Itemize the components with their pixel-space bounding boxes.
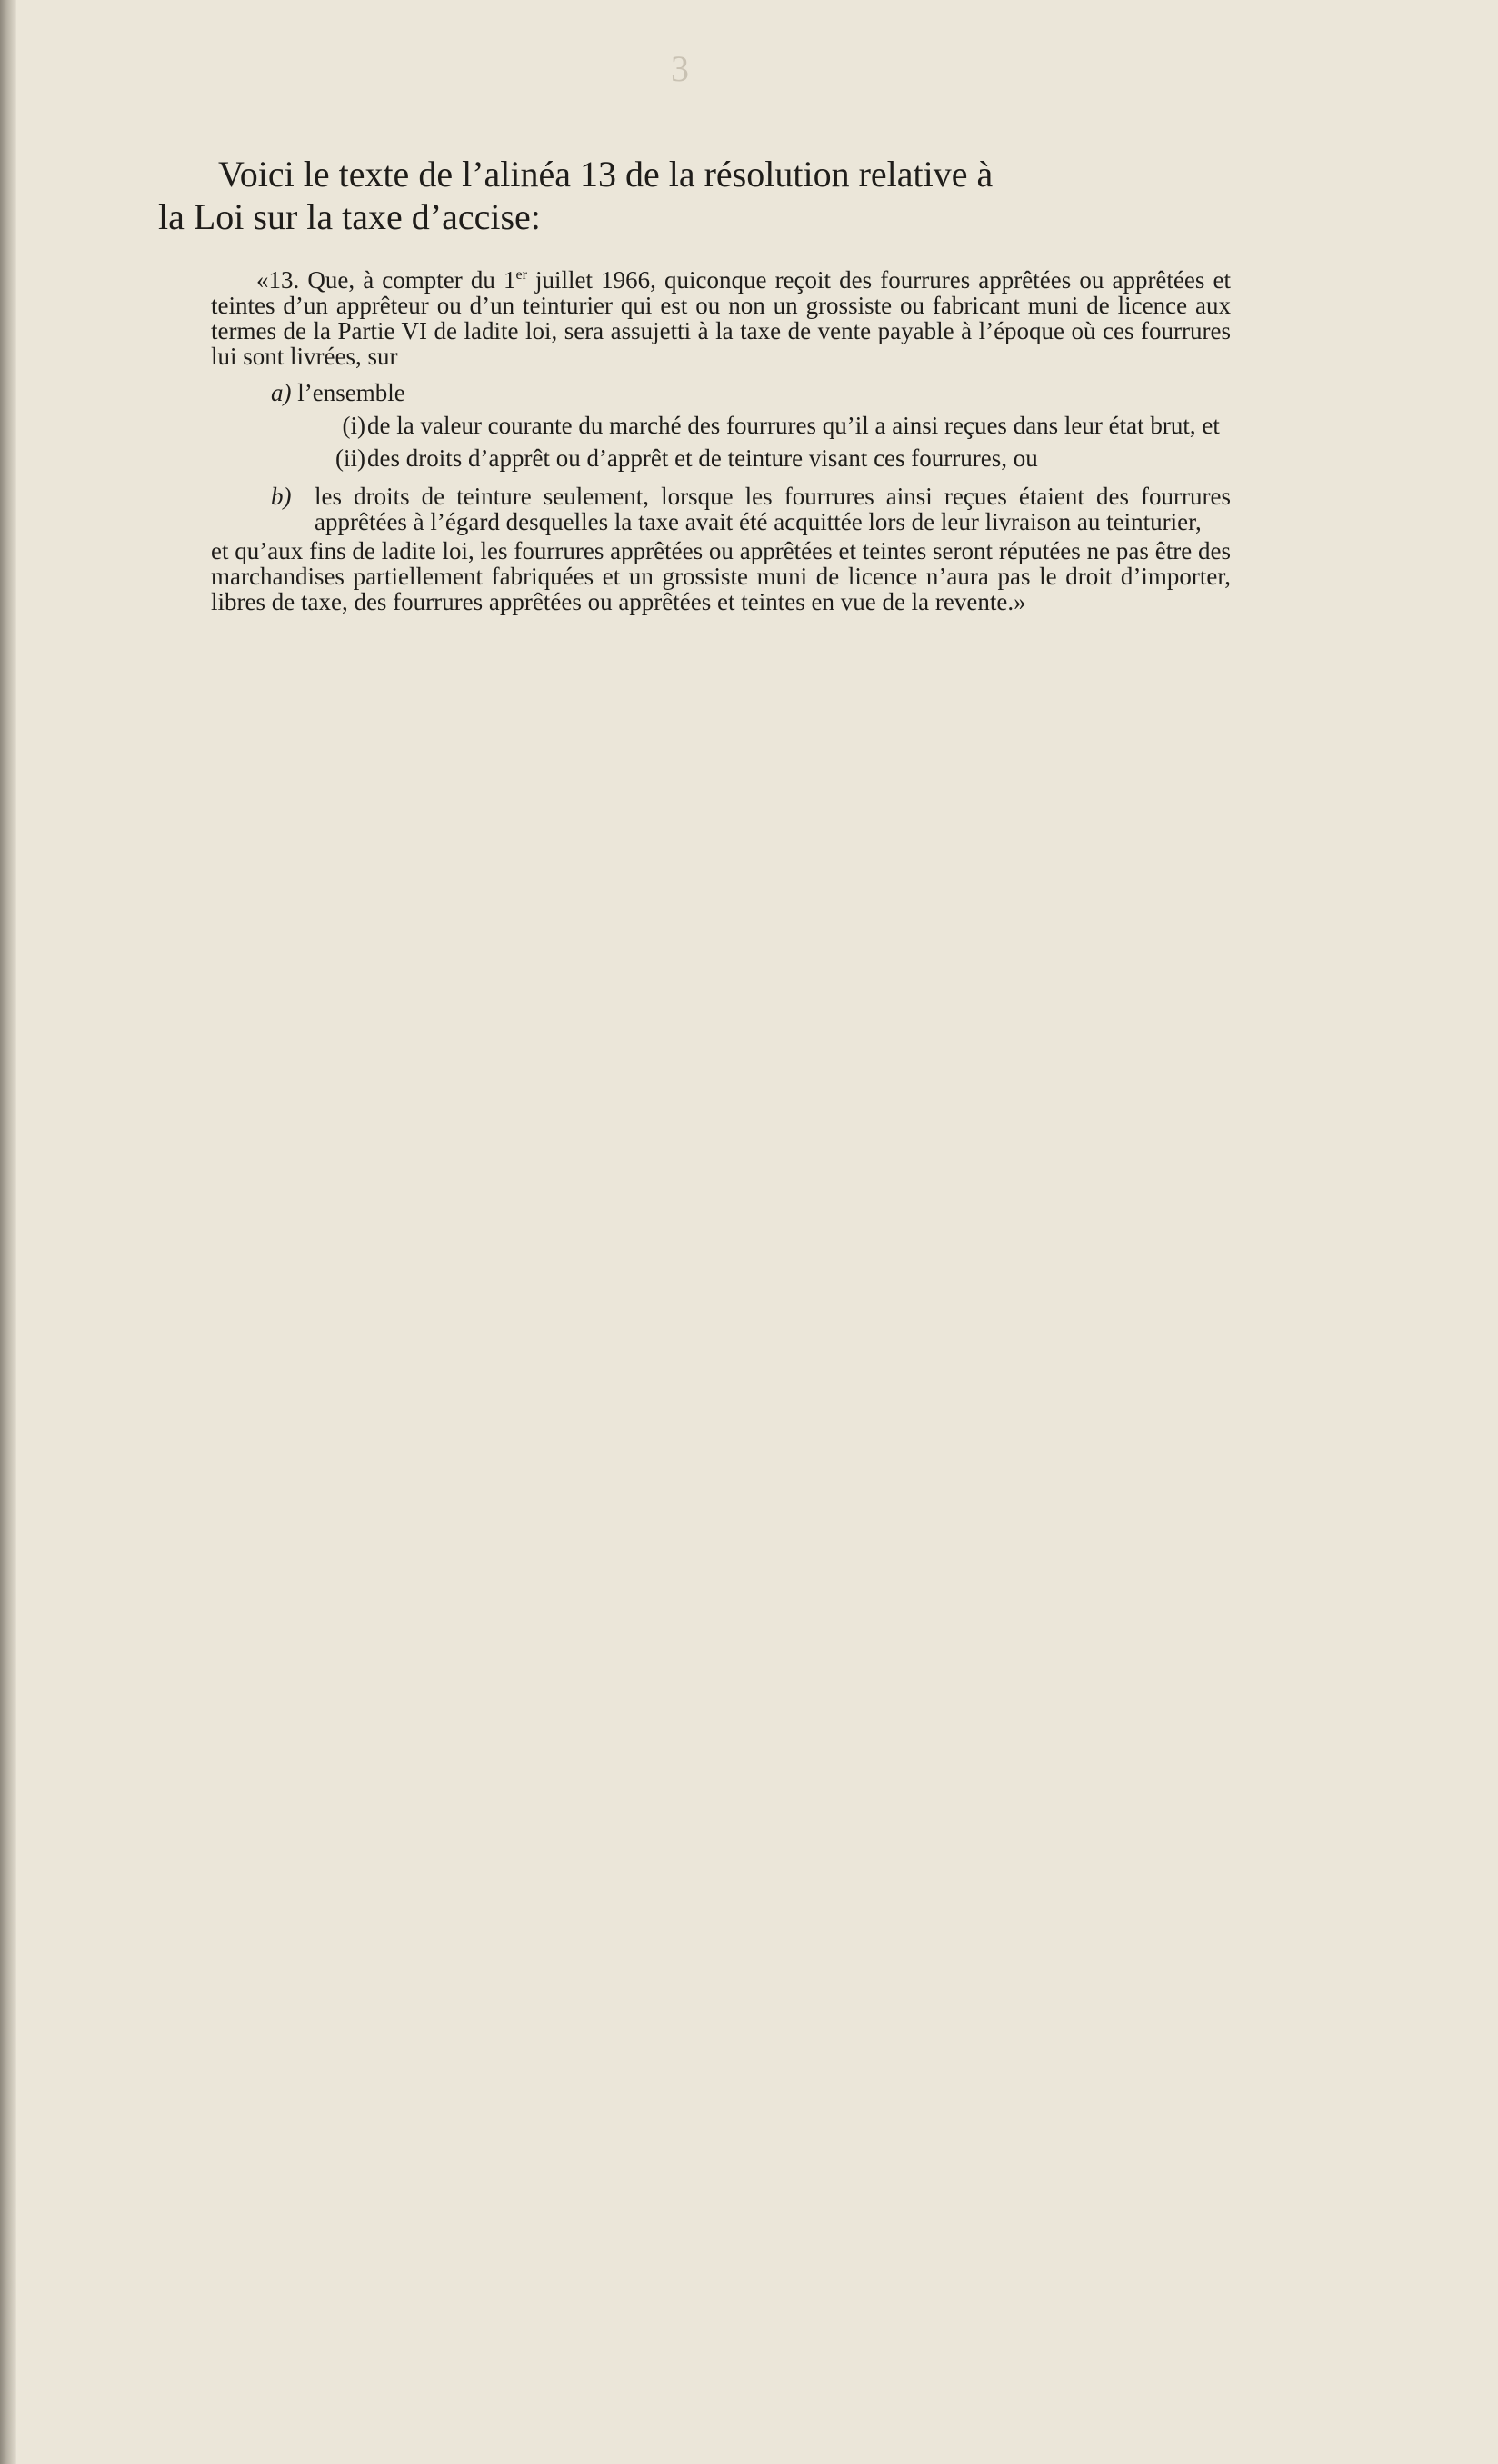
quote-intro-rest: juillet 1966, quiconque reçoit des fourrures apprêtées ou apprêtées et teintes d’un apprêteur ou d’un teinturier qui est ou non un grossiste ou fabricant muni de licence aux termes de la Partie VI de ladite loi, sera assujetti à la taxe de vente payable à l’époque où ces fourrures lui sont livrées, sur bbox=[211, 266, 1231, 370]
page-number: 3 bbox=[671, 48, 689, 89]
item-a bbox=[211, 380, 1231, 405]
heading bbox=[158, 153, 1249, 238]
sub-item-i-text: de la valeur courante du marché des fourrures qu’il a ainsi reçues dans leur état brut, et bbox=[367, 412, 1220, 439]
quote-closing: et qu’aux fins de ladite loi, les fourrures apprêtées ou apprêtées et teintes seront réputées ne pas être des marchandises partiellement fabriquées et un grossiste muni de licence n’aura pas le droit d’importer, libres de taxe, des fourrures apprêtées ou apprêtées et teintes en vue de la revente.» bbox=[211, 537, 1231, 615]
quote-intro-start: «13. Que, à compter du 1 bbox=[256, 266, 516, 294]
page-binding-edge bbox=[0, 0, 16, 2464]
item-a-label: a) bbox=[271, 379, 292, 406]
sub-item-ii-label: (ii) bbox=[335, 444, 365, 472]
ordinal-superscript: er bbox=[515, 267, 527, 283]
resolution-quote bbox=[158, 267, 1231, 614]
item-a-text: l’ensemble bbox=[297, 379, 405, 406]
sub-item-ii bbox=[211, 445, 1231, 471]
item-b bbox=[211, 484, 1231, 534]
heading-line-1: Voici le texte de l’alinéa 13 de la résolution relative à bbox=[218, 154, 994, 195]
sub-item-ii-text: des droits d’apprêt ou d’apprêt et de teinture visant ces fourrures, ou bbox=[367, 444, 1038, 472]
sub-item-i-label: (i) bbox=[342, 412, 365, 439]
heading-line-2: la Loi sur la taxe d’accise: bbox=[158, 196, 541, 237]
item-b-text: les droits de teinture seulement, lorsque les fourrures ainsi reçues étaient des fourrures apprêtées à l’égard desquelles la taxe avait été acquittée lors de leur livraison au teinturier, bbox=[315, 483, 1231, 535]
item-b-label: b) bbox=[271, 483, 292, 510]
document-body bbox=[158, 153, 1249, 614]
sub-item-i bbox=[211, 413, 1231, 438]
quote-intro bbox=[211, 267, 1231, 369]
item-a-subitems bbox=[211, 413, 1231, 471]
